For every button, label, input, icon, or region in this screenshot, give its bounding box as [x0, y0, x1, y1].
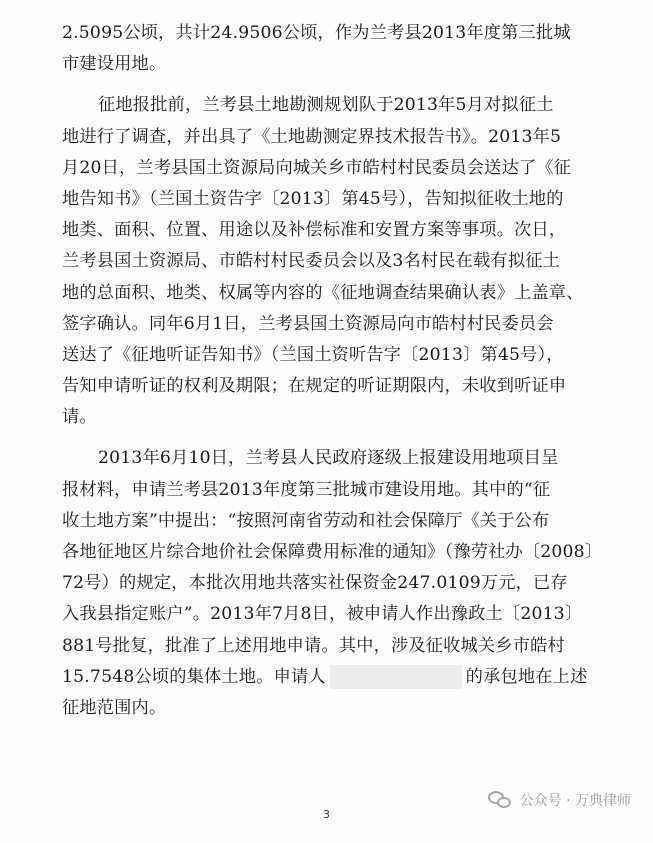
text-line: 881号批复，批准了上述用地申请。其中，涉及征收城关乡市皓村	[62, 635, 565, 656]
document-body	[62, 18, 602, 724]
page-number: 3	[323, 808, 330, 821]
text-line: 月20日，兰考县国土资源局向城关乡市皓村村民委员会送达了《征	[62, 157, 572, 178]
text-line: 送达了《征地听证告知书》（兰国土资听告字〔2013〕第45号），	[62, 344, 564, 365]
redacted-name-block	[330, 665, 462, 689]
text-line: 收土地方案”中提出：“按照河南省劳动和社会保障厅《关于公布	[62, 510, 550, 531]
text-line: 地的总面积、地类、权属等内容的《征地调查结果确认表》上盖章、	[62, 282, 584, 303]
text-line: 地告知书》（兰国土资告字〔2013〕第45号），告知拟征收土地的	[62, 188, 564, 209]
text-line: 各地征地区片综合地价社会保障费用标准的通知》（豫劳社办〔2008〕	[62, 542, 603, 562]
text-line: 征地报批前，兰考县土地勘测规划队于2013年5月对拟征土	[98, 95, 554, 116]
wechat-icon	[488, 790, 514, 810]
watermark-text: 公众号 · 万典律师	[519, 793, 631, 809]
text-line: 72号）的规定，本批次用地共落实社保资金247.0109万元，已存	[62, 573, 568, 594]
text-after-redaction: 的承包地在上述	[465, 666, 588, 687]
text-line: 2.5095公顷，共计24.9506公顷，作为兰考县2013年度第三批城	[62, 23, 571, 43]
text-line: 签字确认。同年6月1日，兰考县国土资源局向市皓村村民委员会	[62, 313, 554, 334]
text-line: 告知申请听证的权利及期限；在规定的听证期限内，未收到听证申	[62, 376, 567, 397]
text-line: 报材料，申请兰考县2013年度第三批城市建设用地。其中的“征	[62, 479, 551, 500]
text-line: 地进行了调查，并出具了《土地勘测定界技术报告书》。2013年5	[62, 126, 562, 147]
text-line: 2013年6月10日，兰考县人民政府逐级上报建设用地项目呈	[98, 448, 559, 469]
text-line: 请。	[62, 407, 97, 428]
text-line: 市建设用地。	[62, 54, 167, 75]
watermark	[488, 790, 631, 810]
text-line: 地类、面积、位置、用途以及补偿标准和安置方案等事项。次日，	[62, 220, 567, 241]
text-line-redacted	[62, 662, 602, 693]
text-line: 兰考县国土资源局、市皓村村民委员会以及3名村民在载有拟征土	[62, 251, 560, 272]
text-line: 征地范围内。	[62, 697, 167, 718]
text-line: 入我县指定账户”。2013年7月8日，被申请人作出豫政土〔2013〕	[62, 604, 583, 625]
text-before-redaction: 15.7548公顷的集体土地。申请人	[62, 666, 326, 687]
